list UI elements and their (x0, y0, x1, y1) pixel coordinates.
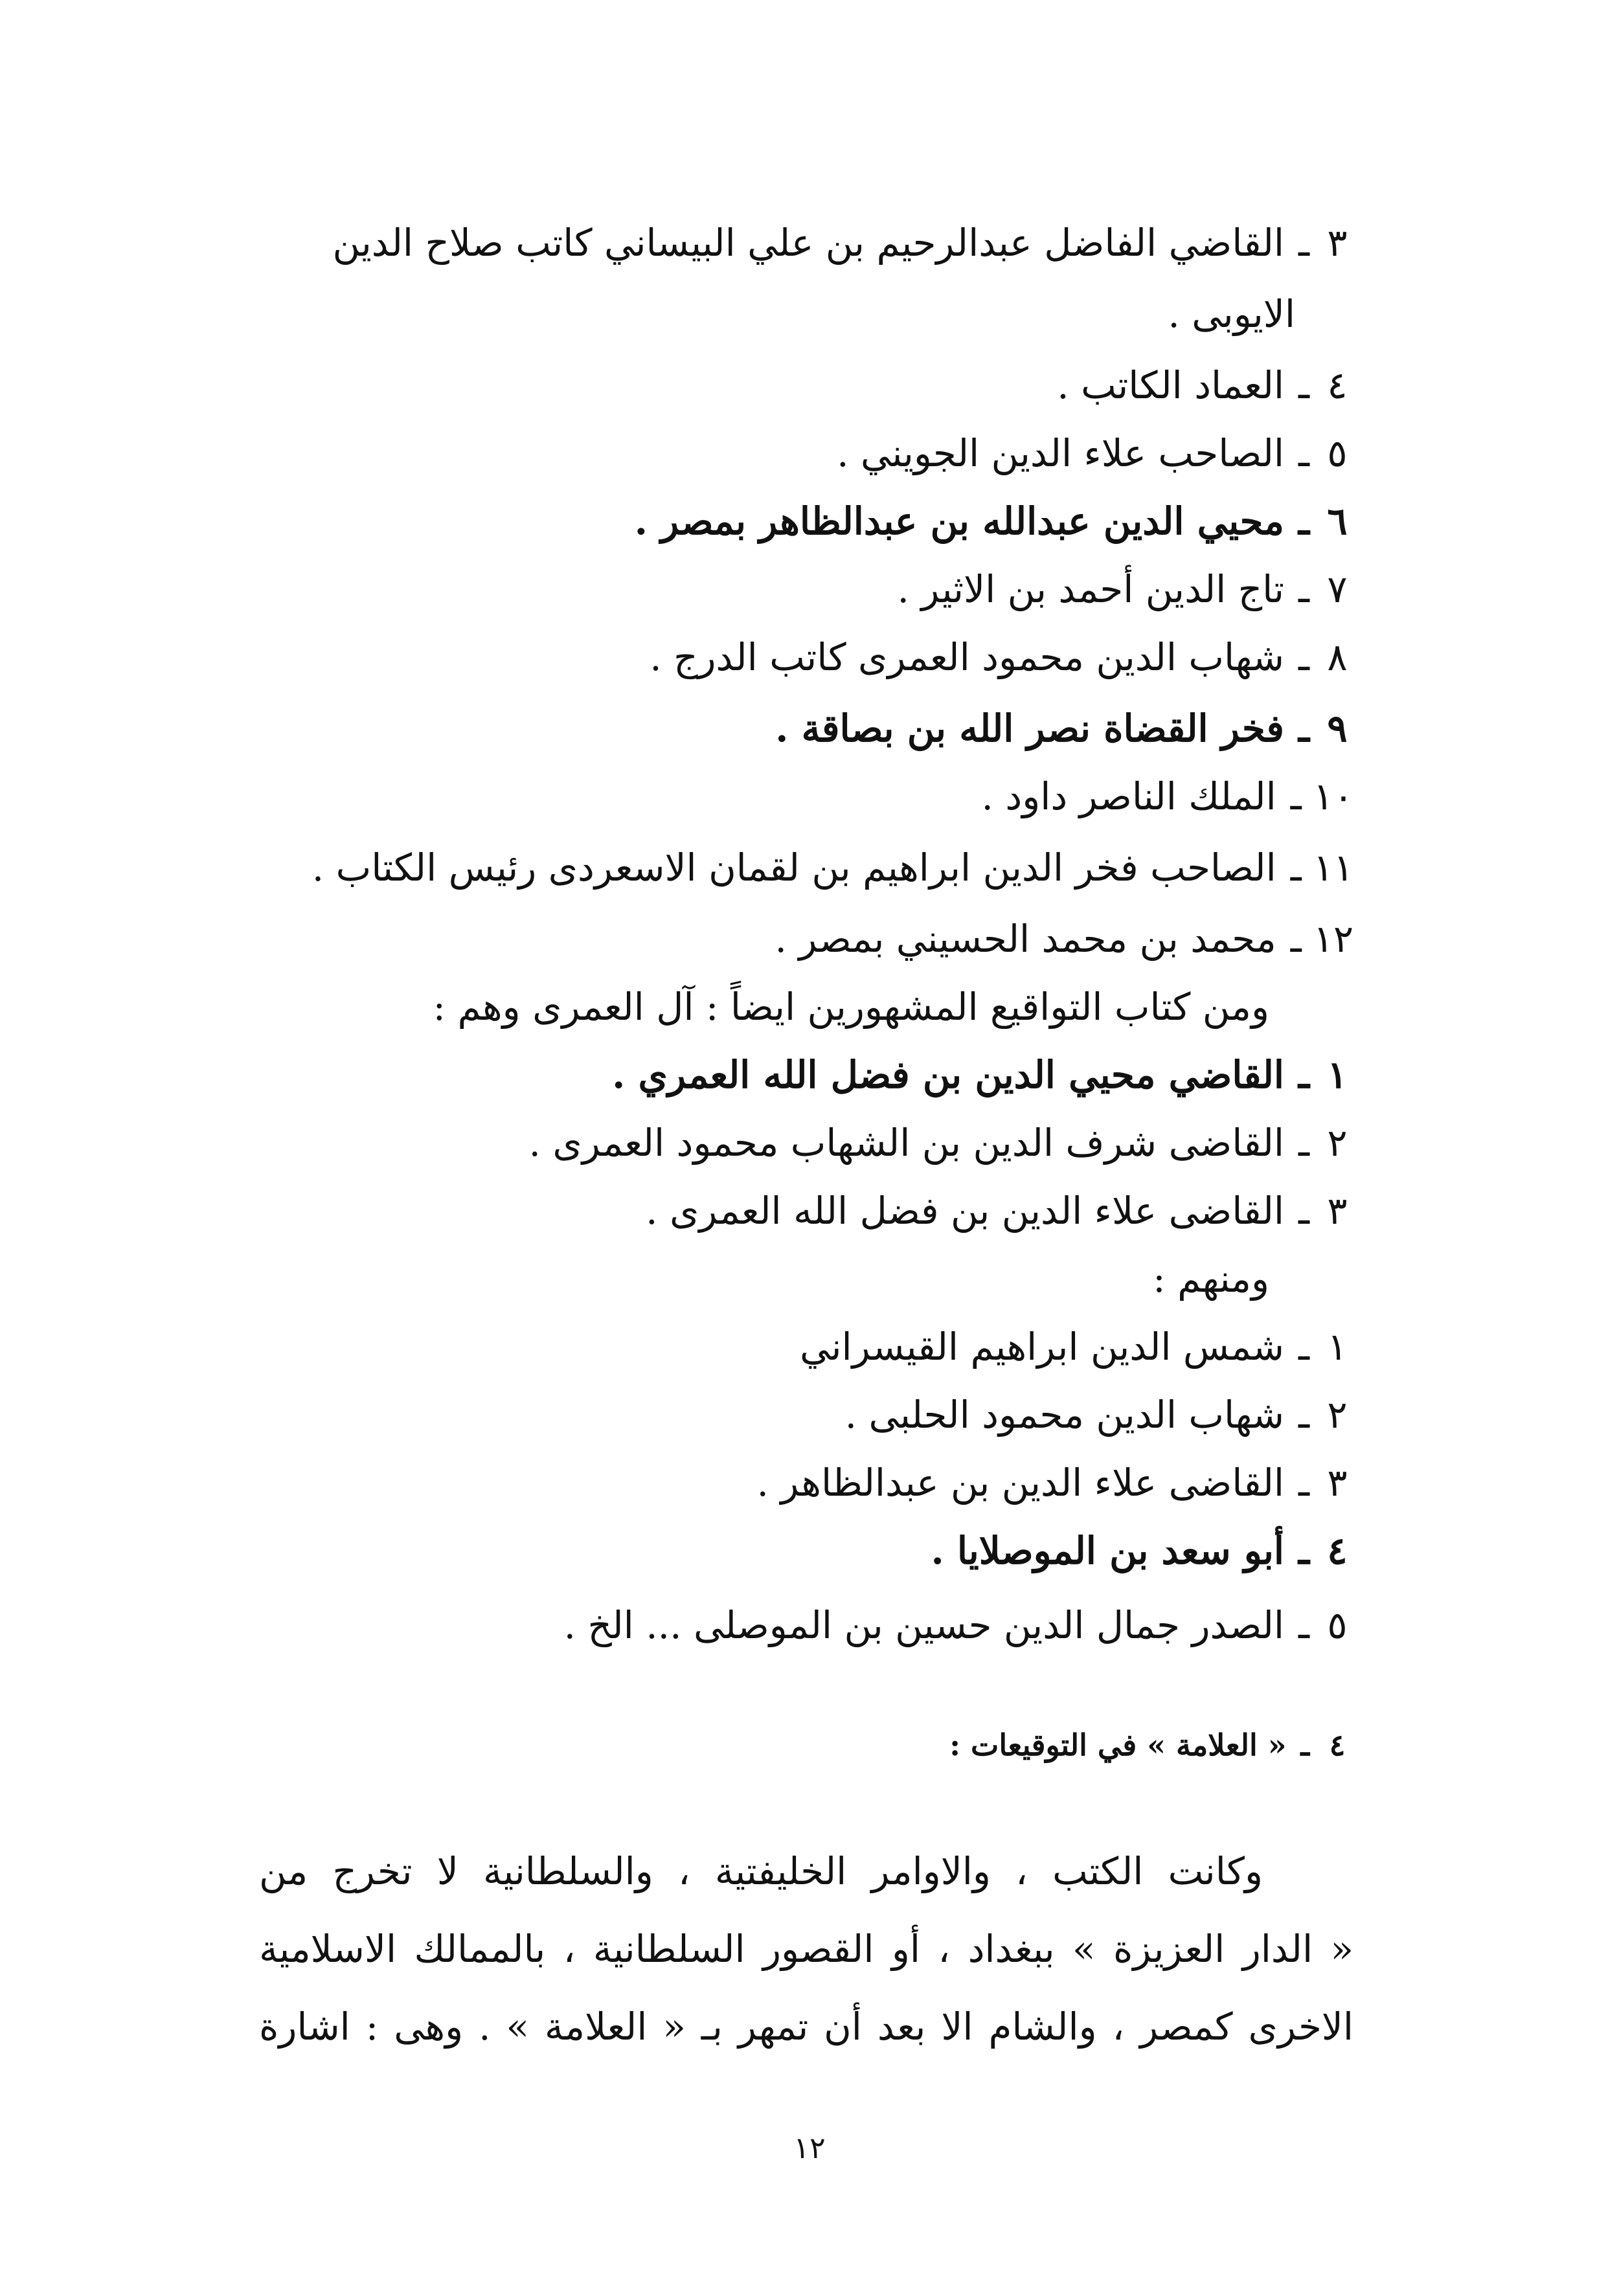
item-number: ١ (1327, 1325, 1348, 1369)
paragraph-line: الاخرى كمصر ، والشام الا بعد أن تمهر بـ « العلامة » . وهى : اشارة (259, 2005, 1353, 2049)
item-dash: ـ (1298, 1529, 1309, 1573)
item-text: الملك الناصر داود . (981, 774, 1276, 818)
item-text: شهاب الدين محمود العمرى كاتب الدرج . (650, 635, 1284, 679)
item-dash: ـ (1290, 774, 1302, 818)
list-item (757, 1457, 1354, 1509)
item-text: أبو سعد بن الموصلايا . (931, 1529, 1284, 1573)
item-number: ٤ (1327, 363, 1348, 407)
item-dash: ـ (1298, 1603, 1309, 1647)
item-text: شهاب الدين محمود الحلبى . (844, 1393, 1284, 1437)
item-number: ٣ (1327, 221, 1348, 265)
item-text: الايوبى . (1168, 292, 1295, 336)
item-dash: ـ (1298, 221, 1309, 265)
item-dash: ـ (1298, 499, 1309, 543)
list-item (333, 217, 1353, 269)
item-number: ٣ (1327, 1461, 1348, 1505)
paragraph-line: « الدار العزيزة » ببغداد ، أو القصور السلطانية ، بالممالك الاسلامية (259, 1927, 1353, 1971)
list-item (982, 771, 1353, 822)
item-number: ٣ (1327, 1189, 1348, 1233)
section-dash: ـ (1300, 1728, 1309, 1762)
list-item (564, 1599, 1353, 1651)
item-number: ٥ (1327, 431, 1348, 475)
list-intro (1153, 1253, 1269, 1305)
item-text: القاضى علاء الدين بن عبدالظاهر . (756, 1461, 1284, 1505)
item-dash: ـ (1298, 1121, 1309, 1165)
item-number: ١١ (1313, 846, 1353, 890)
list-item (1057, 359, 1353, 411)
item-dash: ـ (1298, 1053, 1309, 1097)
item-text: القاضى علاء الدين بن فضل الله العمرى . (646, 1189, 1284, 1233)
item-number: ١ (1327, 1053, 1348, 1097)
item-dash: ـ (1298, 1393, 1309, 1437)
page-number (0, 2130, 1619, 2165)
item-text: الصاحب فخر الدين ابراهيم بن لقمان الاسعردى رئيس الكتاب . (311, 846, 1276, 890)
list-item (529, 1117, 1354, 1169)
item-text: الصاحب علاء الدين الجويني . (837, 431, 1284, 475)
section-heading (949, 1722, 1353, 1768)
list-item (800, 1321, 1353, 1373)
item-text: القاضي محيي الدين بن فضل الله العمري . (612, 1053, 1284, 1097)
item-dash: ـ (1298, 363, 1309, 407)
list-item (612, 1049, 1353, 1101)
item-number: ٢ (1327, 1121, 1348, 1165)
list-item (775, 703, 1353, 754)
item-dash: ـ (1298, 635, 1309, 679)
item-text: الصدر جمال الدين حسين بن الموصلى ... الخ . (563, 1603, 1284, 1647)
item-text: محمد بن محمد الحسيني بمصر . (775, 917, 1276, 961)
item-dash: ـ (1298, 706, 1309, 750)
item-dash: ـ (1298, 431, 1309, 475)
list-item (845, 1389, 1353, 1441)
item-text: تاج الدين أحمد بن الاثير . (897, 567, 1284, 611)
body-paragraph (259, 1832, 1353, 2065)
item-text: محيي الدين عبدالله بن عبدالظاهر بمصر . (634, 499, 1284, 543)
list-item (646, 1185, 1353, 1237)
item-dash: ـ (1290, 917, 1302, 961)
item-number: ٢ (1327, 1393, 1348, 1437)
list-item (775, 913, 1353, 965)
item-number: ١٢ (1313, 917, 1353, 961)
item-number: ٤ (1327, 1529, 1348, 1573)
section-title: « العلامة » في التوقيعات : (949, 1728, 1287, 1762)
list-item (312, 842, 1353, 894)
item-text: العماد الكاتب . (1057, 363, 1284, 407)
item-dash: ـ (1298, 1325, 1309, 1369)
list-item (837, 427, 1353, 479)
item-number: ٨ (1327, 635, 1348, 679)
list-item-continuation (1168, 288, 1295, 340)
intro-text: ومنهم : (1153, 1257, 1269, 1301)
item-number: ٩ (1327, 706, 1348, 750)
section-number: ٤ (1329, 1728, 1346, 1762)
item-text: فخر القضاة نصر الله بن بصاقة . (775, 706, 1284, 750)
list-intro (433, 981, 1269, 1033)
list-item (635, 495, 1353, 547)
item-dash: ـ (1290, 846, 1302, 890)
item-dash: ـ (1298, 1461, 1309, 1505)
item-dash: ـ (1298, 567, 1309, 611)
item-number: ٦ (1327, 499, 1348, 543)
list-item (898, 563, 1353, 615)
item-number: ١٠ (1313, 774, 1353, 818)
item-text: القاضي الفاضل عبدالرحيم بن علي البيساني كاتب صلاح الدين (332, 221, 1284, 265)
item-text: القاضى شرف الدين بن الشهاب محمود العمرى . (528, 1121, 1284, 1165)
item-number: ٧ (1327, 567, 1348, 611)
intro-text: ومن كتاب التواقيع المشهورين ايضاً : آل العمرى وهم : (433, 985, 1269, 1029)
list-item (931, 1525, 1353, 1577)
paragraph-line: وكانت الكتب ، والاوامر الخليفتية ، والسلطانية لا تخرج من (259, 1849, 1263, 1893)
page-number-text: ١٢ (793, 2130, 826, 2165)
list-item (650, 631, 1353, 683)
item-text: شمس الدين ابراهيم القيسراني (800, 1325, 1284, 1369)
item-dash: ـ (1298, 1189, 1309, 1233)
item-number: ٥ (1327, 1603, 1348, 1647)
